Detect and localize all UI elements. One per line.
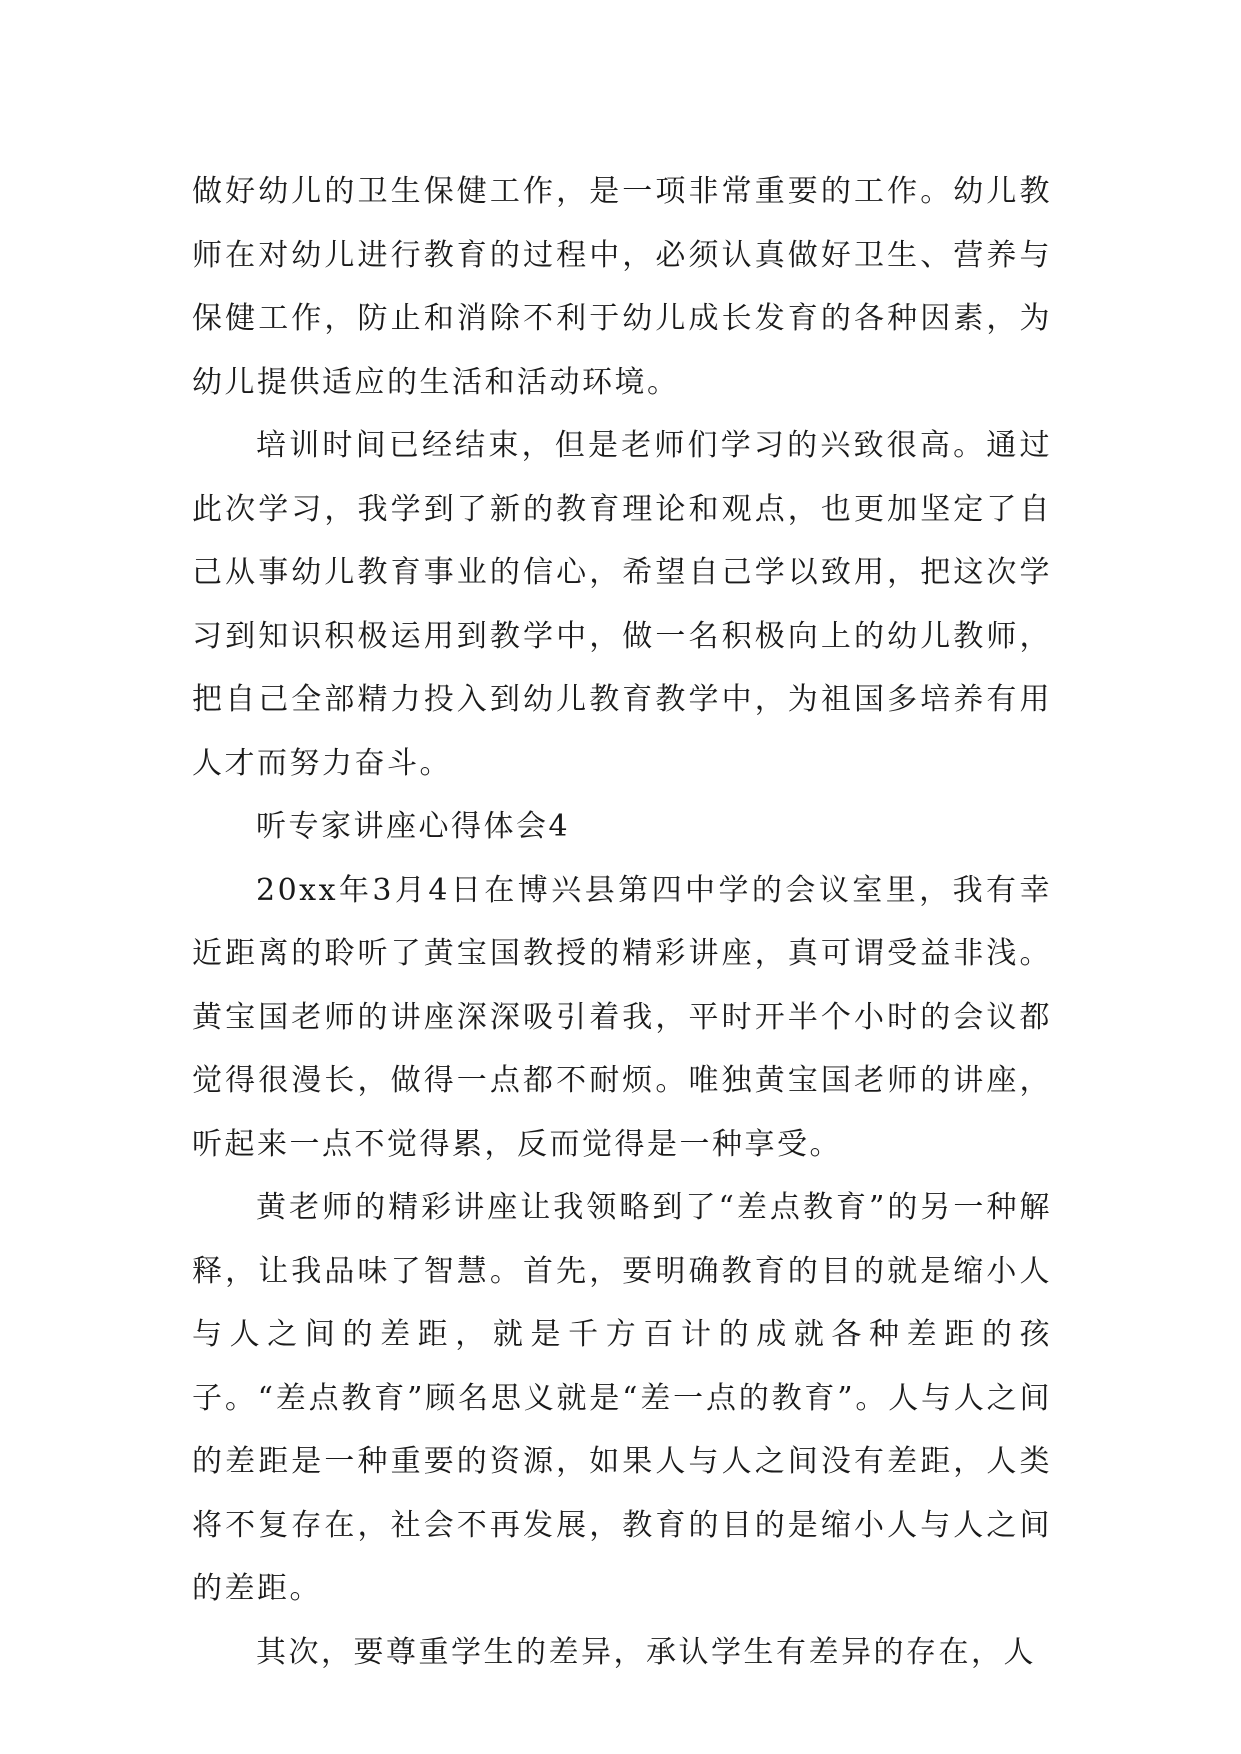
paragraph-respect-difference: 其次，要尊重学生的差异，承认学生有差异的存在，人 <box>256 1634 1036 1670</box>
paragraph-hygiene: 做好幼儿的卫生保健工作，是一项非常重要的工作。幼儿教师在对幼儿进行教育的过程中，必须认真做好卫生、营养与保健工作，防止和消除不利于幼儿成长发育的各种因素，为幼儿提供适应的生活和活动环境。 <box>192 174 1052 400</box>
section-heading: 听专家讲座心得体会4 <box>256 809 571 844</box>
document-body <box>192 160 1052 1684</box>
paragraph-lecture-intro: 20xx年3月4日在博兴县第四中学的会议室里，我有幸近距离的聆听了黄宝国教授的精彩讲座，真可谓受益非浅。黄宝国老师的讲座深深吸引着我，平时开半个小时的会议都觉得很漫长，做得一点都不耐烦。唯独黄宝国老师的讲座，听起来一点不觉得累，反而觉得是一种享受。 <box>192 872 1052 1162</box>
paragraph-training: 培训时间已经结束，但是老师们学习的兴致很高。通过此次学习，我学到了新的教育理论和观点，也更加坚定了自己从事幼儿教育事业的信心，希望自己学以致用，把这次学习到知识积极运用到教学中，做一名积极向上的幼儿教师，把自己全部精力投入到幼儿教育教学中，为祖国多培养有用人才而努力奋斗。 <box>192 428 1052 781</box>
paragraph-difference-education: 黄老师的精彩讲座让我领略到了“差点教育”的另一种解释，让我品味了智慧。首先，要明确教育的目的就是缩小人与人之间的差距，就是千方百计的成就各种差距的孩子。“差点教育”顾名思义就是“差一点的教育”。人与人之间的差距是一种重要的资源，如果人与人之间没有差距，人类将不复存在，社会不再发展，教育的目的是缩小人与人之间的差距。 <box>192 1190 1052 1606</box>
